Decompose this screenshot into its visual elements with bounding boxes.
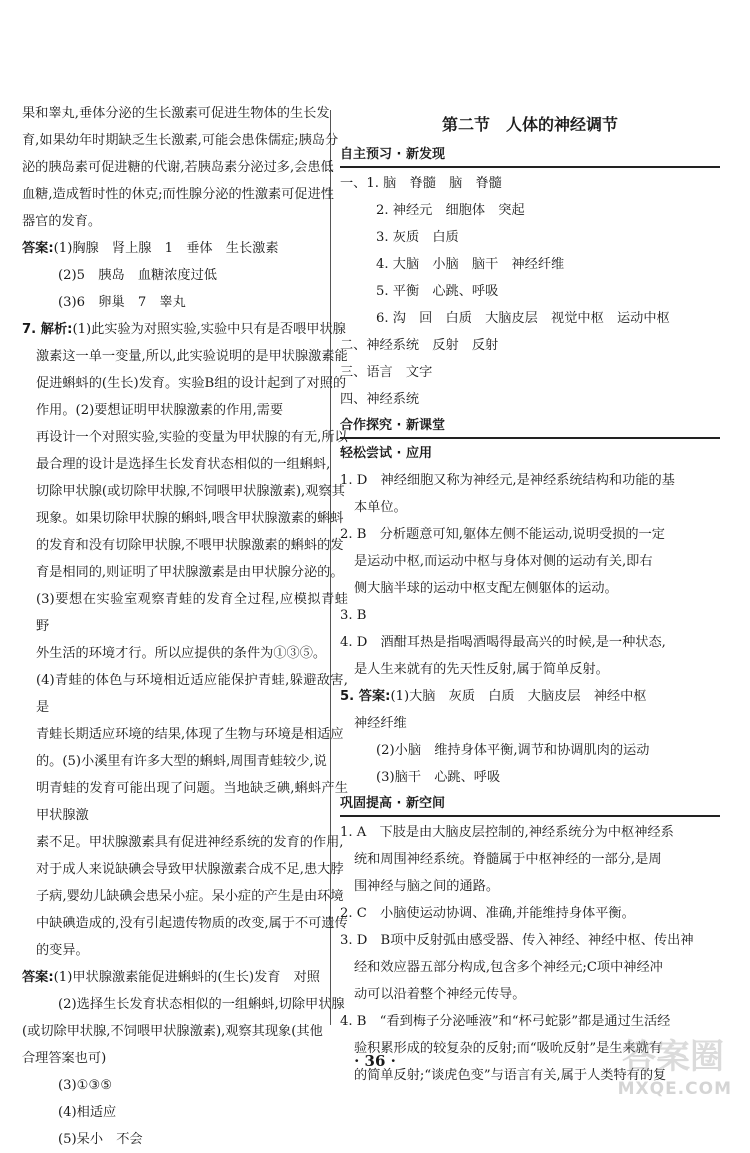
answer-7-part-2b: (或切除甲状腺,不饲喂甲状腺激素),观察其现象(其他 — [22, 1024, 323, 1039]
subsection-heading-try: 轻松尝试 · 应用 — [340, 446, 432, 461]
answer-6: 答案:(1)胸腺 肾上腺 1 垂体 生长激素 — [22, 241, 279, 256]
text-line: 三、语言 文字 — [340, 365, 433, 380]
text-line: 4. D 酒酣耳热是指喝酒喝得最高兴的时候,是一种状态, — [340, 635, 666, 650]
text-line: 再设计一个对照实验,实验的变量为甲状腺的有无,所以 — [36, 430, 348, 445]
text-line: 的简单反射;“谈虎色变”与语言有关,属于人类特有的复 — [354, 1068, 667, 1083]
watermark-url: MXQE.COM — [617, 1079, 732, 1099]
text-line: 一、1. 脑 脊髓 脑 脊髓 — [340, 176, 502, 191]
page-number: · 36 · — [354, 1052, 396, 1070]
text-line: 青蛙长期适应环境的结果,体现了生物与环境是相适应 — [36, 727, 344, 742]
text-line: 泌的胰岛素可促进糖的代谢,若胰岛素分泌过多,会患低 — [22, 160, 334, 175]
left-column — [22, 100, 348, 1153]
answer-label: 答案: — [22, 970, 54, 985]
text-line: (4)青蛙的体色与环境相近适应能保护青蛙,躲避敌害,是 — [36, 673, 348, 715]
text-line: 动可以沿着整个神经元传导。 — [354, 987, 526, 1002]
text-line: 二、神经系统 反射 反射 — [340, 338, 499, 353]
text-line: 激素这一单一变量,所以,此实验说明的是甲状腺激素能 — [36, 349, 348, 364]
text-line: 神经纤维 — [354, 716, 407, 731]
text-line: 作用。(2)要想证明甲状腺激素的作用,需要 — [36, 403, 284, 418]
watermark-logo — [582, 1029, 732, 1099]
text-line: 切除甲状腺(或切除甲状腺,不饲喂甲状腺激素),观察其 — [36, 484, 345, 499]
answer-6-part-2: (2)5 胰岛 血糖浓度过低 — [58, 268, 217, 283]
text-line: 侧大脑半球的运动中枢支配左侧躯体的运动。 — [354, 581, 618, 596]
answer-7-part-2c: 合理答案也可) — [22, 1051, 107, 1066]
text-line: 育,如果幼年时期缺乏生长激素,可能会患侏儒症;胰岛分 — [22, 133, 339, 148]
text-line: 统和周围神经系统。脊髓属于中枢神经的一部分,是周 — [354, 852, 662, 867]
text-line: 血糖,造成暂时性的休克;而性腺分泌的性激素可促进性 — [22, 187, 334, 202]
text-line: 是人生来就有的先天性反射,属于简单反射。 — [354, 662, 609, 677]
analysis-label: 7. 解析: — [22, 322, 73, 337]
right-column — [340, 100, 720, 1089]
text-line: 是运动中枢,而运动中枢与身体对侧的运动有关,即右 — [354, 554, 653, 569]
answer-6-part-3: (3)6 卵巢 7 睾丸 — [58, 295, 186, 310]
section-heading-consolidate: 巩固提高 · 新空间 — [340, 793, 720, 817]
text-line: 3. B — [340, 608, 367, 623]
text-line: 围神经与脑之间的通路。 — [354, 879, 500, 894]
text-line: 四、神经系统 — [340, 392, 420, 407]
text-line: 本单位。 — [354, 500, 407, 515]
text-line: 促进蝌蚪的(生长)发育。实验B组的设计起到了对照的 — [36, 376, 347, 391]
answer-7-part-5: (5)呆小 不会 — [58, 1132, 143, 1147]
text-line: 7. 解析:(1)此实验为对照实验,实验中只有是否喂甲状腺 — [22, 322, 346, 337]
section-title: 第二节 人体的神经调节 — [441, 115, 618, 134]
text-line: 的。(5)小溪里有许多大型的蝌蚪,周围青蛙较少,说 — [36, 754, 327, 769]
text-line: 的变异。 — [36, 943, 89, 958]
text-line: 3. D B项中反射弧由感受器、传入神经、神经中枢、传出神 — [340, 933, 694, 948]
text-line: 1. D 神经细胞又称为神经元,是神经系统结构和功能的基 — [340, 473, 675, 488]
text-line: (3)脑干 心跳、呼吸 — [376, 770, 501, 785]
answer-7-part-2: (2)选择生长发育状态相似的一组蝌蚪,切除甲状腺 — [58, 997, 345, 1012]
watermark-text: 答案圈 — [622, 1037, 724, 1077]
text-line: 外生活的环境才行。所以应提供的条件为①③⑤。 — [36, 646, 327, 661]
text-line: (2)小脑 维持身体平衡,调节和协调肌肉的运动 — [376, 743, 650, 758]
text-line: 2. B 分析题意可知,躯体左侧不能运动,说明受损的一定 — [340, 527, 665, 542]
text-line: 2. C 小脑使运动协调、准确,并能维持身体平衡。 — [340, 906, 635, 921]
text-line: 4. 大脑 小脑 脑干 神经纤维 — [376, 257, 565, 272]
text-line: 1. A 下肢是由大脑皮层控制的,神经系统分为中枢神经系 — [340, 825, 674, 840]
text-line: 6. 沟 回 白质 大脑皮层 视觉中枢 运动中枢 — [376, 311, 670, 326]
text-line: 经和效应器五部分构成,包含多个神经元;C项中神经冲 — [354, 960, 663, 975]
answer-7-part-3: (3)①③⑤ — [58, 1078, 113, 1093]
text-line: 3. 灰质 白质 — [376, 230, 459, 245]
text-line: 明青蛙的发育可能出现了问题。当地缺乏碘,蝌蚪产生甲状腺激 — [36, 781, 348, 823]
text-line: 育是相同的,则证明了甲状腺激素是由甲状腺分泌的。 — [36, 565, 344, 580]
answer-label: 答案: — [22, 241, 54, 256]
text-line: 果和睾丸,垂体分泌的生长激素可促进生物体的生长发 — [22, 106, 330, 121]
text-line: 中缺碘造成的,没有引起遗传物质的改变,属于不可遗传 — [36, 916, 348, 931]
section-heading-classroom: 合作探究 · 新课堂 — [340, 415, 720, 439]
text-line: 的发育和没有切除甲状腺,不喂甲状腺激素的蝌蚪的发 — [36, 538, 344, 553]
section-heading-preview: 自主预习 · 新发现 — [340, 144, 720, 168]
text-line: 对于成人来说缺碘会导致甲状腺激素合成不足,患大脖 — [36, 862, 344, 877]
text-line: 5. 平衡 心跳、呼吸 — [376, 284, 499, 299]
text-line: 2. 神经元 细胞体 突起 — [376, 203, 525, 218]
text-line: 现象。如果切除甲状腺的蝌蚪,喂含甲状腺激素的蝌蚪 — [36, 511, 344, 526]
text-line: 最合理的设计是选择生长发育状态相似的一组蝌蚪, — [36, 457, 331, 472]
text-line: 验积累形成的较复杂的反射;而“吸吮反射”是生来就有 — [354, 1041, 663, 1056]
answer-7-part-4: (4)相适应 — [58, 1105, 117, 1120]
text-line: 4. B “看到梅子分泌唾液”和“杯弓蛇影”都是通过生活经 — [340, 1014, 671, 1029]
answer-5: 5. 答案:(1)大脑 灰质 白质 大脑皮层 神经中枢 — [340, 689, 647, 704]
answer-label: 5. 答案: — [340, 689, 391, 704]
intro-paragraph — [22, 100, 348, 235]
text-line: 器官的发育。 — [22, 214, 102, 229]
text-line: (3)要想在实验室观察青蛙的发育全过程,应模拟青蛙野 — [36, 592, 348, 634]
question-7-analysis — [22, 316, 348, 964]
answer-7: 答案:(1)甲状腺激素能促进蝌蚪的(生长)发育 对照 — [22, 970, 320, 985]
text-line: 子病,婴幼儿缺碘会患呆小症。呆小症的产生是由环境 — [36, 889, 344, 904]
text-line: 素不足。甲状腺激素具有促进神经系统的发育的作用, — [36, 835, 344, 850]
